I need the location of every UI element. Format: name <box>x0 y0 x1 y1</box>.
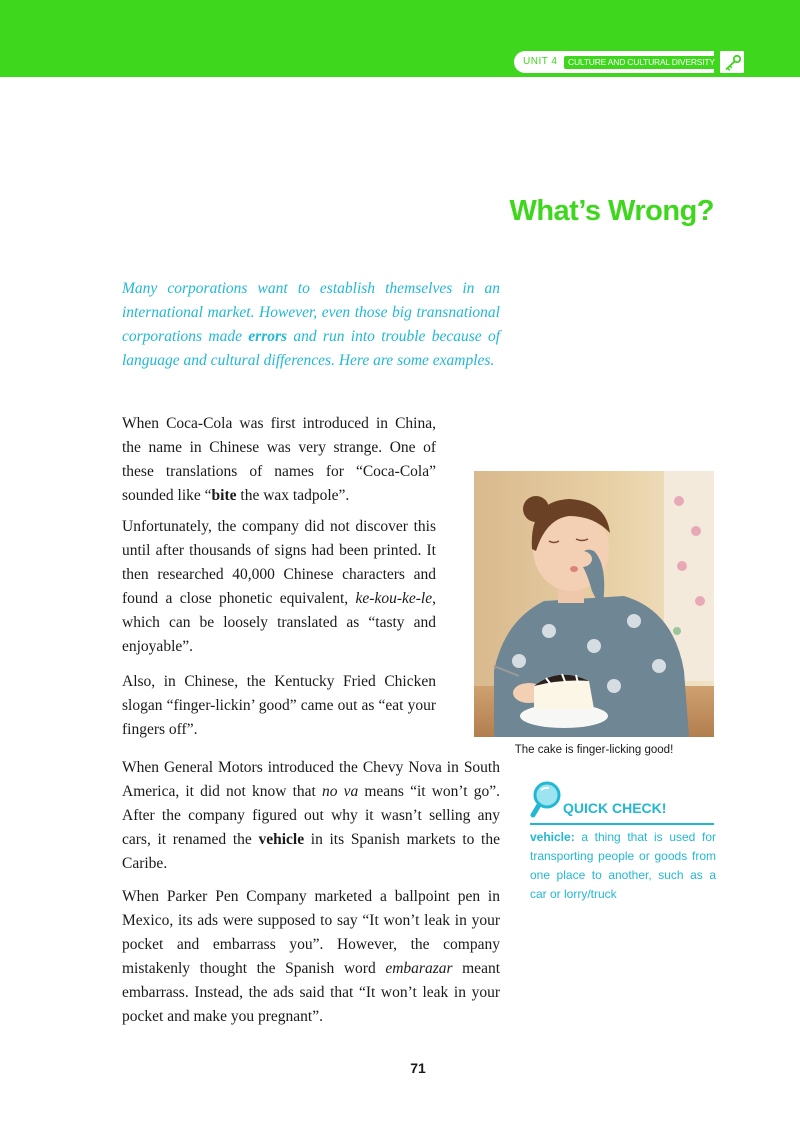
magnifier-icon <box>530 780 564 825</box>
photo-caption: The cake is finger-licking good! <box>514 744 674 756</box>
paragraph-parker-pen <box>122 885 500 1029</box>
paragraph-text-end: meant embarrass. Instead, the ads said that “It won’t leak in your pocket and make you pregnant”. <box>122 960 501 1025</box>
quick-check-divider <box>530 823 714 825</box>
quick-check-title: QUICK CHECK! <box>563 800 667 816</box>
quick-check-term: vehicle: <box>530 830 575 844</box>
keyword-bite: bite <box>211 487 237 504</box>
keyword-vehicle: vehicle <box>258 831 305 848</box>
unit-label: UNIT 4 <box>523 56 558 67</box>
key-icon <box>718 49 746 75</box>
paragraph-kfc: Also, in Chinese, the Kentucky Fried Chicken slogan “finger-lickin’ good” came out as “eat your fingers off”. <box>122 673 436 738</box>
paragraph-text-middle: means “it won’t go”. After the company figured out why it wasn’t selling any cars, it renamed the <box>122 783 500 848</box>
italic-term: ke-kou-ke-le <box>355 590 433 607</box>
quick-check-definition <box>530 828 716 904</box>
italic-term: embarazar <box>385 960 453 977</box>
paragraph-text: Unfortunately, the company did not discover this until after thousands of signs had been printed. It then researched 40,000 Chinese characters and found a close phonetic equivalent, <box>122 518 436 607</box>
photo-girl-eating-cake <box>474 471 714 737</box>
page-title: What’s Wrong? <box>509 195 714 227</box>
paragraph-coca-cola <box>122 412 436 508</box>
intro-text-end: and run into trouble because of language and cultural differences. Here are some examples. <box>122 328 500 369</box>
paragraph-text-end: the wax tadpole”. <box>236 487 350 504</box>
italic-term: no va <box>321 783 359 800</box>
paragraph-chevy-nova <box>122 756 500 876</box>
intro-paragraph <box>122 277 500 373</box>
unit-topic: CULTURE AND CULTURAL DIVERSITY <box>564 56 719 69</box>
intro-keyword: errors <box>248 328 288 345</box>
paragraph-text: When Parker Pen Company marketed a ballpoint pen in Mexico, its ads were supposed to say “It won’t leak in your pocket and embarrass you”. However, the company mistakenly thought the Spanish word <box>122 888 500 977</box>
paragraph-text-end: , which can be loosely translated as “tasty and enjoyable”. <box>122 590 436 655</box>
paragraph-text-end: in its Spanish markets to the Caribe. <box>122 831 500 872</box>
quick-check-definition-text: a thing that is used for transporting people or goods from one place to another, such as a car or lorry/truck <box>530 830 716 901</box>
intro-text: Many corporations want to establish themselves in an international market. However, even those big transnational corporations made <box>122 280 500 345</box>
paragraph-ke-kou-ke-le <box>122 515 436 659</box>
paragraph-text: When General Motors introduced the Chevy Nova in South America, it did not know that <box>122 759 500 800</box>
page-number: 71 <box>410 1060 426 1076</box>
paragraph-text: When Coca-Cola was first introduced in China, the name in Chinese was very strange. One of these translations of names for “Coca-Cola” sounded like “ <box>122 415 436 504</box>
